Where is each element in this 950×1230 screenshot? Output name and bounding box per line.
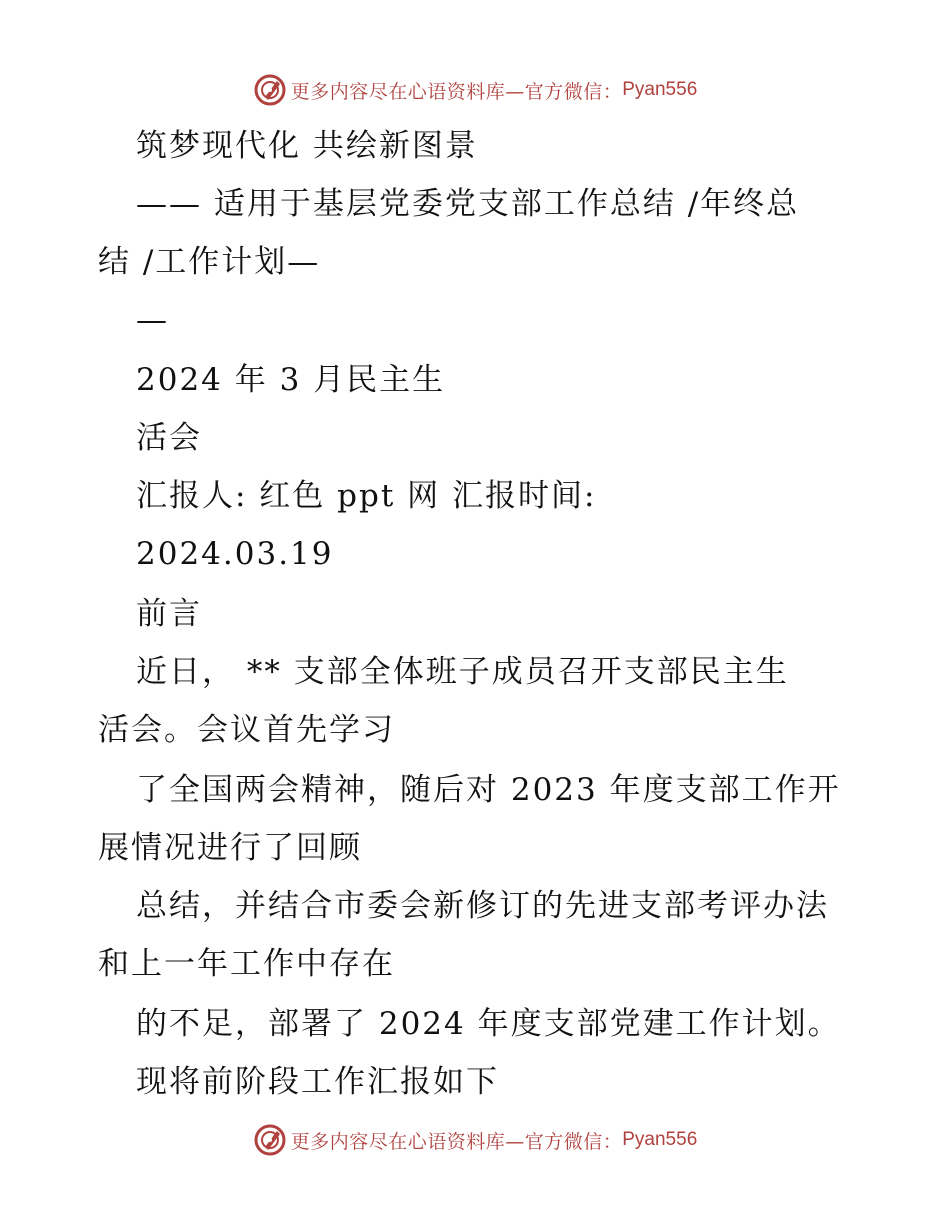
preface-heading: 前言 — [136, 596, 202, 632]
paragraph-line: 展情况进行了回顾 — [98, 830, 362, 866]
report-date: 2024.03.19 — [136, 536, 334, 572]
pen-logo-icon — [253, 1123, 287, 1157]
meeting-line-1: 2024 年 3 月民主生 — [136, 362, 446, 398]
paragraph-line: 活会。会议首先学习 — [98, 712, 395, 748]
subtitle-line-1: —— 适用于基层党委党支部工作总结 /年终总 — [136, 186, 800, 222]
watermark-wechat-id: Pyan556 — [622, 1129, 698, 1150]
watermark-text: 更多内容尽在心语资料库—官方微信： — [290, 80, 623, 103]
paragraph-line: 的不足，部署了 2024 年度支部党建工作计划。 — [136, 1006, 841, 1042]
paragraph-line: 现将前阶段工作汇报如下 — [136, 1064, 499, 1100]
document-title: 筑梦现代化 共绘新图景 — [136, 128, 478, 164]
watermark-footer — [0, 1120, 950, 1160]
paragraph-line: 近日， ** 支部全体班子成员召开支部民主生 — [136, 654, 789, 690]
subtitle-line-3: — — [136, 302, 169, 338]
paragraph-line: 总结，并结合市委会新修订的先进支部考评办法 — [136, 888, 829, 924]
meeting-line-2: 活会 — [136, 420, 202, 456]
watermark-text: 更多内容尽在心语资料库—官方微信： — [290, 1130, 623, 1153]
subtitle-line-2: 结 /工作计划— — [98, 244, 321, 280]
paragraph-line: 和上一年工作中存在 — [98, 946, 395, 982]
reporter-line: 汇报人: 红色 ppt 网 汇报时间: — [136, 478, 597, 514]
watermark-wechat-id: Pyan556 — [622, 79, 698, 100]
paragraph-line: 了全国两会精神，随后对 2023 年度支部工作开 — [136, 772, 841, 808]
